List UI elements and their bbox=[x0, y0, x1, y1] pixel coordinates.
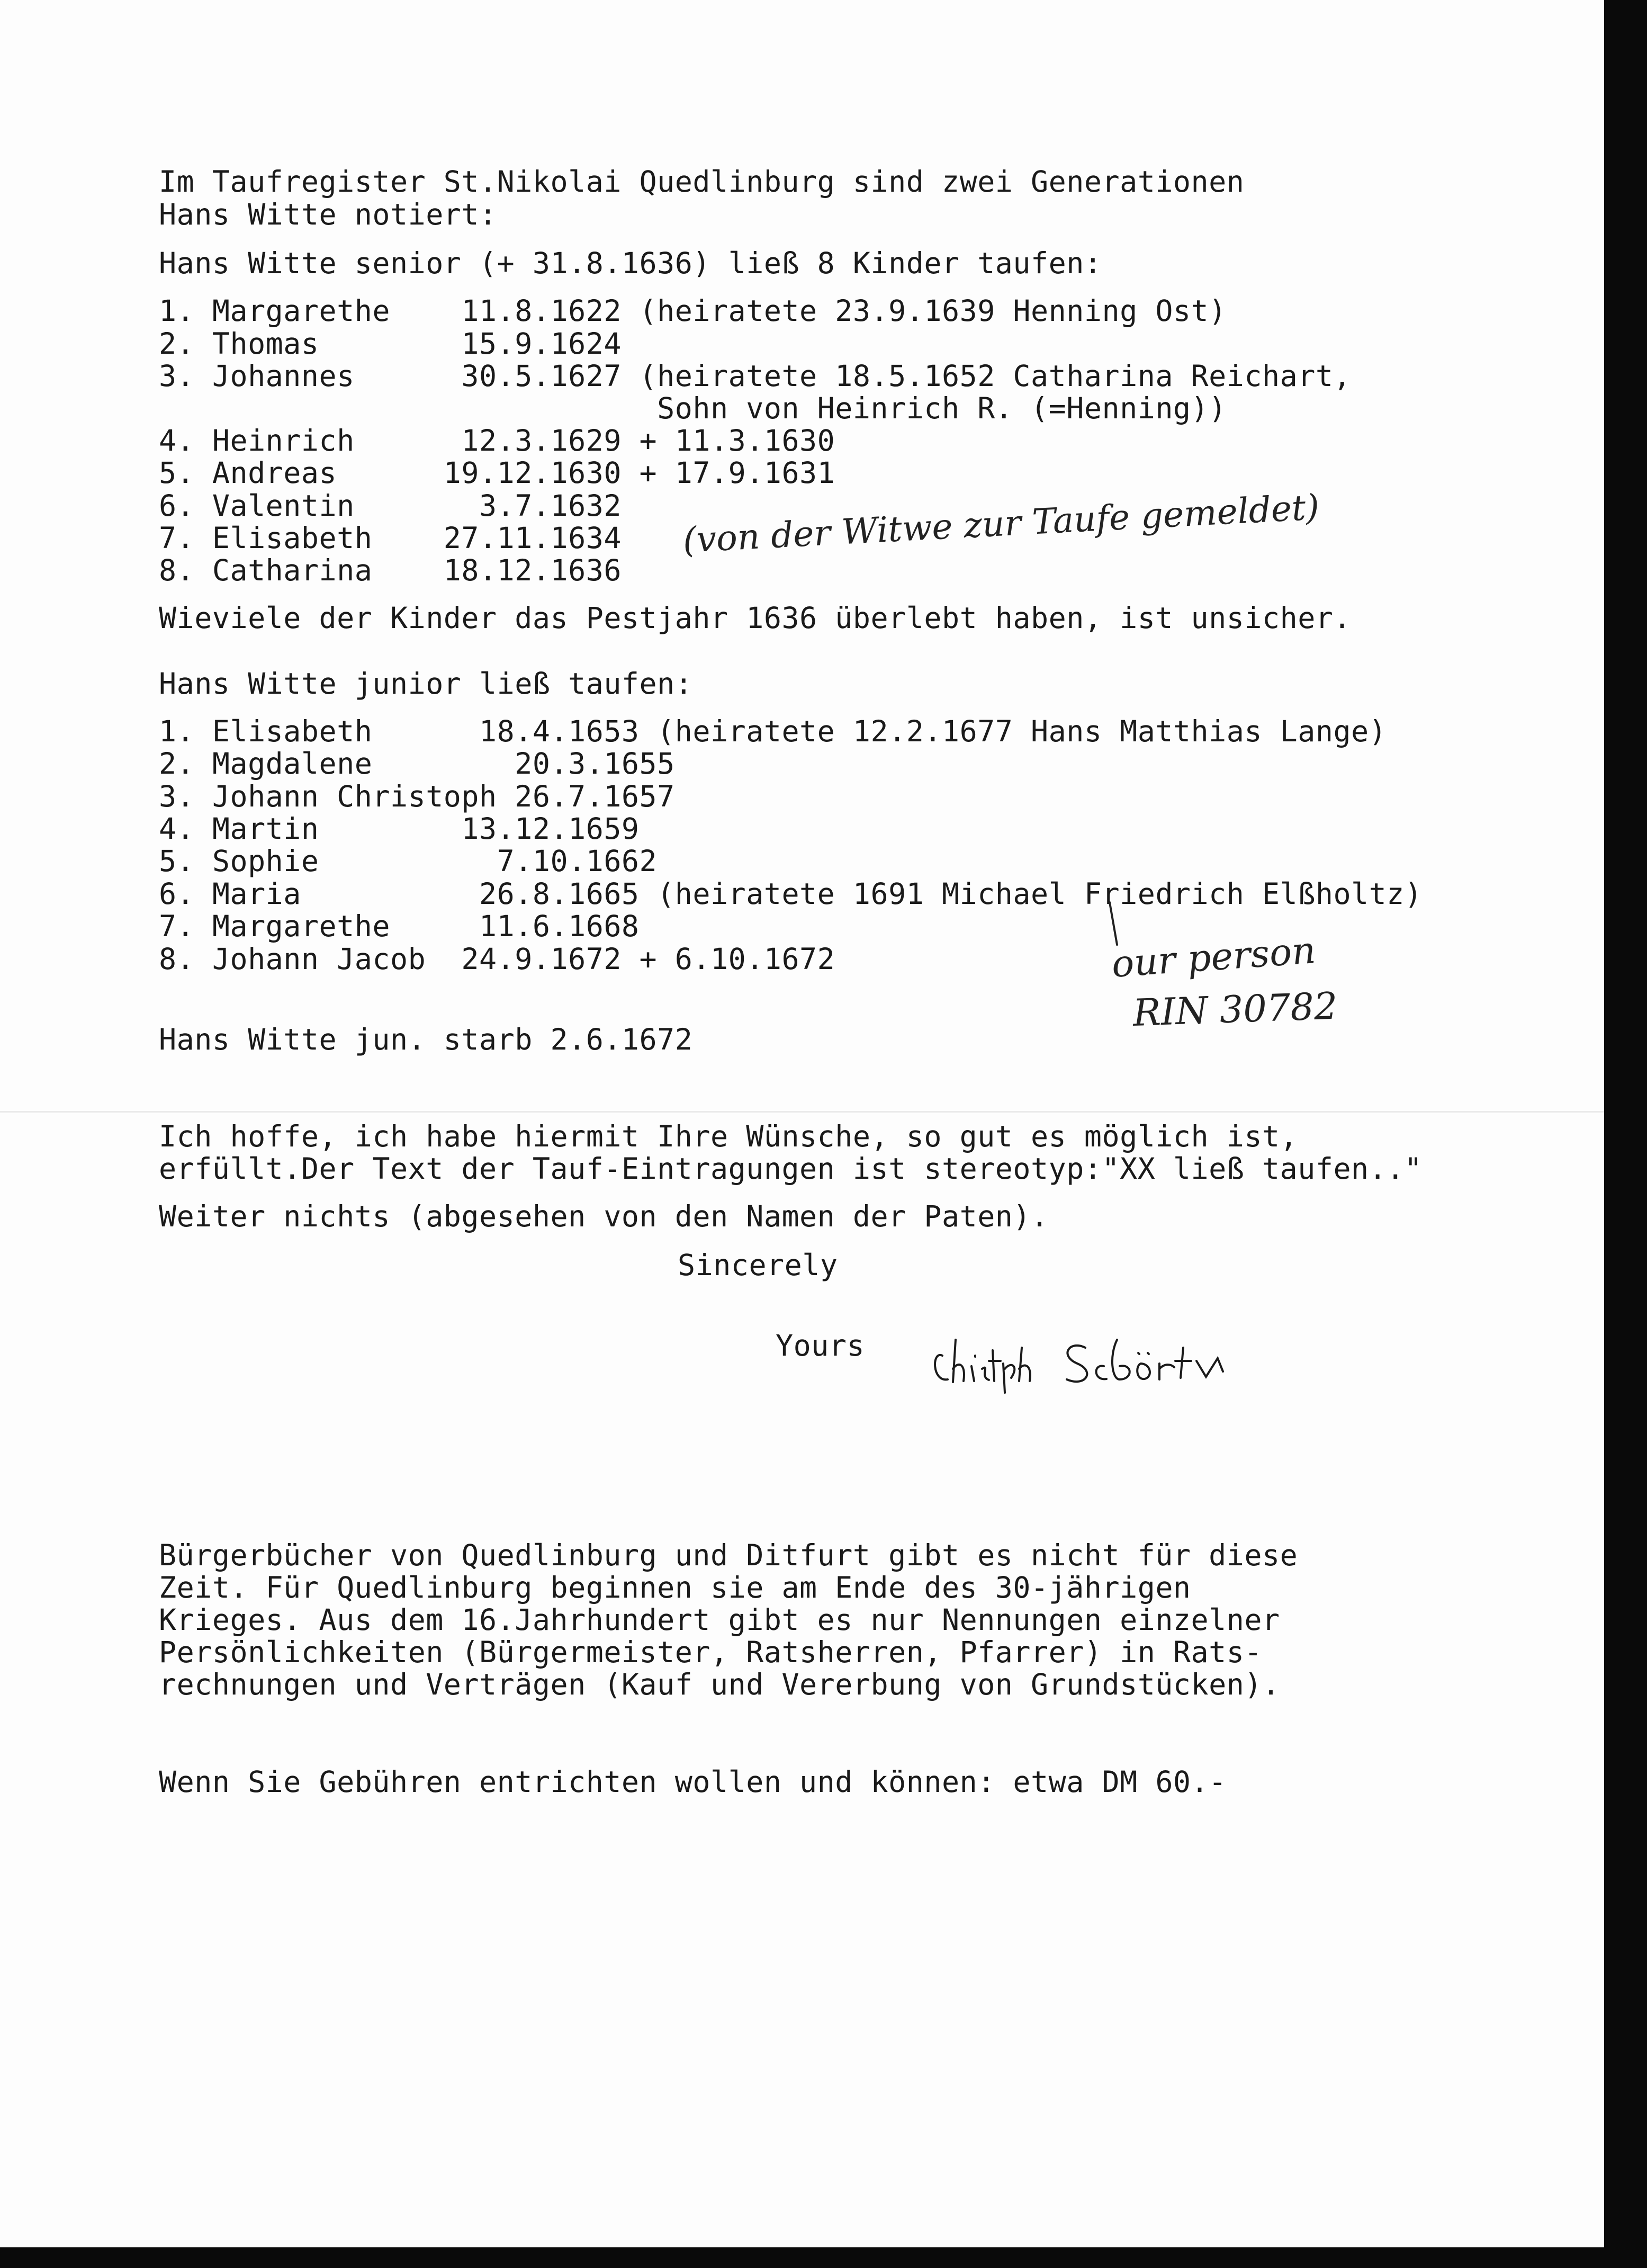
list-item: 1. Elisabeth 18.4.1653 (heiratete 12.2.1677 Hans Matthias Lange) bbox=[159, 714, 1387, 748]
sincerely: Sincerely bbox=[678, 1248, 838, 1282]
ps-line: Bürgerbücher von Quedlinburg und Ditfurt gibt es nicht für diese bbox=[159, 1538, 1298, 1572]
scan-border-bottom bbox=[0, 2247, 1647, 2268]
junior-death: Hans Witte jun. starb 2.6.1672 bbox=[159, 1023, 693, 1056]
ps-line: Persönlichkeiten (Bürgermeister, Ratsherren, Pfarrer) in Rats- bbox=[159, 1635, 1262, 1669]
list-item: 5. Sophie 7.10.1662 bbox=[159, 844, 658, 878]
list-item: 3. Johann Christoph 26.7.1657 bbox=[159, 779, 675, 813]
list-item: 2. Magdalene 20.3.1655 bbox=[159, 747, 675, 781]
list-item: 8. Johann Jacob 24.9.1672 + 6.10.1672 bbox=[159, 942, 835, 976]
list-item: 8. Catharina 18.12.1636 bbox=[159, 553, 622, 587]
list-item: Sohn von Heinrich R. (=Henning)) bbox=[159, 391, 1227, 425]
signature bbox=[926, 1319, 1297, 1403]
list-item: 7. Elisabeth 27.11.1634 bbox=[159, 521, 622, 555]
list-item: 2. Thomas 15.9.1624 bbox=[159, 327, 622, 361]
handwritten-rin: RIN 30782 bbox=[1132, 984, 1338, 1035]
junior-heading: Hans Witte junior ließ taufen: bbox=[159, 667, 693, 701]
list-item: 4. Heinrich 12.3.1629 + 11.3.1630 bbox=[159, 424, 835, 458]
list-item: 5. Andreas 19.12.1630 + 17.9.1631 bbox=[159, 456, 835, 490]
paper-fold-line bbox=[0, 1111, 1604, 1113]
list-item: 3. Johannes 30.5.1627 (heiratete 18.5.1652 Catharina Reichart, bbox=[159, 359, 1352, 393]
list-item: 7. Margarethe 11.6.1668 bbox=[159, 909, 640, 943]
closing-line-2: erfüllt.Der Text der Tauf-Eintragungen ist stereotyp:"XX ließ taufen.." bbox=[159, 1152, 1423, 1186]
intro-line-2: Hans Witte notiert: bbox=[159, 198, 497, 231]
senior-heading: Hans Witte senior (+ 31.8.1636) ließ 8 Kinder taufen: bbox=[159, 246, 1102, 280]
handwritten-our-person: our person bbox=[1110, 928, 1317, 986]
arrow-mark-icon bbox=[1106, 900, 1122, 948]
senior-note: Wieviele der Kinder das Pestjahr 1636 überlebt haben, ist unsicher. bbox=[159, 601, 1352, 635]
list-item: 4. Martin 13.12.1659 bbox=[159, 812, 640, 846]
list-item: 1. Margarethe 11.8.1622 (heiratete 23.9.1639 Henning Ost) bbox=[159, 294, 1227, 328]
ps-line: rechnungen und Verträgen (Kauf und Vererbung von Grundstücken). bbox=[159, 1668, 1280, 1701]
list-item: 6. Valentin 3.7.1632 bbox=[159, 489, 622, 523]
ps-line: Zeit. Für Quedlinburg beginnen sie am Ende des 30-jährigen bbox=[159, 1571, 1191, 1604]
fees-line: Wenn Sie Gebühren entrichten wollen und können: etwa DM 60.- bbox=[159, 1765, 1227, 1799]
scan-border-right bbox=[1604, 0, 1647, 2268]
yours: Yours bbox=[776, 1329, 865, 1362]
intro-line-1: Im Taufregister St.Nikolai Quedlinburg sind zwei Generationen bbox=[159, 165, 1245, 199]
closing-line-1: Ich hoffe, ich habe hiermit Ihre Wünsche, so gut es möglich ist, bbox=[159, 1119, 1298, 1153]
handwritten-note-catharina: (von der Witwe zur Taufe gemeldet) bbox=[681, 487, 1320, 561]
ps-line: Krieges. Aus dem 16.Jahrhundert gibt es nur Nennungen einzelner bbox=[159, 1603, 1280, 1637]
list-item: 6. Maria 26.8.1665 (heiratete 1691 Michael Friedrich Elßholtz) bbox=[159, 877, 1423, 911]
closing-line-3: Weiter nichts (abgesehen von den Namen der Paten). bbox=[159, 1199, 1049, 1233]
